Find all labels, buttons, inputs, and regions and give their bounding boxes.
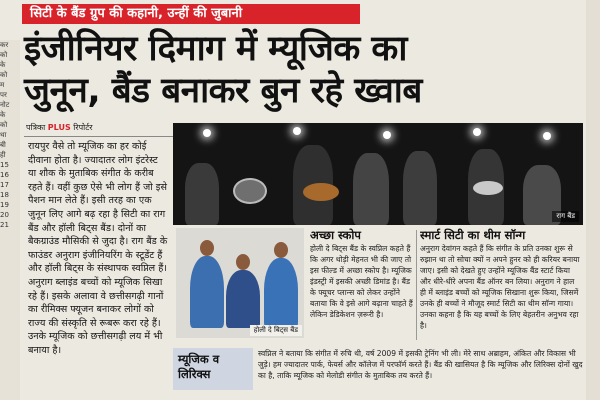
divider — [24, 136, 174, 137]
column-divider — [416, 230, 417, 340]
sidebar-scope-heading: अच्छा स्कोप — [310, 228, 361, 242]
fragment-text: 16 — [0, 171, 9, 179]
musician-figure — [353, 153, 389, 225]
fragment-text: था — [0, 131, 7, 139]
stage-light — [293, 127, 301, 135]
byline-brand: पत्रिका — [26, 123, 46, 132]
sidebar-scope — [310, 228, 415, 343]
person-figure — [264, 258, 298, 328]
stage-light — [473, 128, 481, 136]
fragment-text: के — [0, 111, 6, 119]
fragment-text: के — [0, 61, 6, 69]
musician-figure — [185, 163, 219, 225]
fragment-text: को — [0, 71, 8, 79]
fragment-text: म — [0, 81, 5, 89]
fragment-text: 18 — [0, 191, 9, 199]
fragment-text: 17 — [0, 181, 9, 189]
person-figure — [190, 256, 224, 328]
fragment-text: कर — [0, 41, 9, 49]
fragment-text: को — [0, 121, 8, 129]
guitar — [473, 181, 503, 195]
band-photo — [173, 123, 583, 225]
sidebar-theme-song — [420, 228, 580, 343]
headline-line-1: इंजीनियर दिमाग में म्यूजिक का — [24, 29, 407, 69]
fragment-text: को — [0, 51, 8, 59]
person-head — [274, 242, 288, 258]
music-lyrics-text: स्वप्निल ने बताया कि संगीत में रुचि थी, वर्ष 2009 में इसकी ट्रेनिंग भी ली। मेरे साथ अब्राहम, अंकित और विकास भी जुड़े। हम ज्यादातर पार्क, फेयर्स और कॉलेज में परफॉर्म करते हैं। बैंड की खासियत है कि म्यूजिक और लिरिक्स दोनों खुद का है, ताकि म्यूजिक को मेलोडी संगीत के मुताबिक तय करते हैं। — [258, 349, 583, 380]
main-article-text: रायपुर वैसे तो म्यूजिक का हर कोई दीवाना होता है। ज्यादातर लोग इंटरेस्ट या शौक के मुताबिक संगीत के करीब रहते हैं। वहीं कुछ ऐसे भी लोग हैं जो इसे पैशन मान लेते हैं। इसी तरह का एक जुनून लिए आगे बढ़ रहा है सिटी का राग बैंड और हॉली बिट्स बैंड। दोनों का बैकग्राउंड मौसिकी से जुदा है। राग बैंड के फाउंडर अनुराग इंजीनियरिंग के स्टूडेंट हैं और हॉली बिट्स के संस्थापक स्वप्निल हैं। अनुराग ब्लाइंड बच्चों को म्यूजिक सिखा रहे हैं। इसके अलावा वे छत्तीसगढ़ी गानों का रीमिक्स फ्यूजन बनाकर लोगों को राज्य की संस्कृति से रूबरू करा रहे हैं। उनके म्यूजिक को छत्तीसगढ़ी लय में भी बनाया है। — [28, 141, 168, 356]
sidebar-scope-text: होली दे बिट्स बैंड के स्वप्निल कहते हैं कि अगर थोड़ी मेहनत भी की जाए तो इस फील्ड में अच्छा स्कोप है। म्यूजिक इंडस्ट्री में इसकी अच्छी डिमांड है। बैंड के फ्यूचर प्लान्स को लेकर उन्होंने बताया कि वे इसे आगे बढ़ाना चाहते हैं लेकिन डेडिकेशन ज़रूरी है। — [310, 244, 413, 319]
guitar — [303, 183, 339, 201]
fragment-text: 20 — [0, 211, 9, 219]
kicker-banner: सिटी के बैंड ग्रुप की कहानी, उन्हीं की जुबानी — [22, 4, 360, 24]
person-head — [200, 240, 214, 256]
sidebar-theme-song-text: अनुराग देवांगन कहते हैं कि संगीत के प्रति उनका शुरू से रुझान था तो सोचा क्यों न अपने हुनर को ही करियर बनाया जाए। इसी को देखते हुए उन्होंने म्यूजिक बैंड स्टार्ट किया और धीरे-धीरे अपना बैंड ऑनर बन लिया। अनुराग ने हाल ही में ब्लाइंड बच्चों को म्यूजिक सिखाना शुरू किया, जिसमें उनके ही बच्चों ने मौजूद स्मार्ट सिटी का थीम सॉन्ग गाया। उनका कहना है कि यह बच्चों के लिए बेहतरीन अनुभव रहा है। — [420, 244, 580, 330]
fragment-text: पर — [0, 91, 7, 99]
fragment-text: 19 — [0, 201, 9, 209]
byline-plus: PLUS — [47, 123, 71, 132]
stage-light — [383, 131, 391, 139]
band-photo-caption: राग बैंड — [552, 211, 579, 222]
music-lyrics-heading: म्यूजिक व लिरिक्स — [178, 352, 220, 381]
stage-light — [543, 132, 551, 140]
small-band-photo — [176, 228, 304, 338]
person-figure — [226, 270, 260, 328]
byline — [26, 121, 166, 135]
fragment-text: 21 — [0, 221, 9, 229]
drum-kit — [233, 178, 267, 204]
sidebar-theme-song-heading: स्मार्ट सिटी का थीम सॉन्ग — [420, 228, 526, 242]
adjacent-column-fragment — [0, 40, 20, 400]
fragment-text: ही — [0, 151, 6, 159]
headline-line-2: जुनून, बैंड बनाकर बुन रहे ख्वाब — [24, 71, 422, 111]
musician-figure — [403, 151, 437, 225]
headline — [24, 28, 584, 112]
stage-light — [203, 129, 211, 137]
small-photo-caption: होली दे बिट्स बैंड — [250, 325, 302, 336]
fragment-text: बी — [0, 141, 6, 149]
person-head — [236, 254, 250, 270]
byline-role: रिपोर्टर — [73, 123, 93, 132]
fragment-text: 15 — [0, 161, 9, 169]
fragment-text: नोट — [0, 101, 10, 109]
adjacent-column-fragment-right — [586, 0, 600, 400]
